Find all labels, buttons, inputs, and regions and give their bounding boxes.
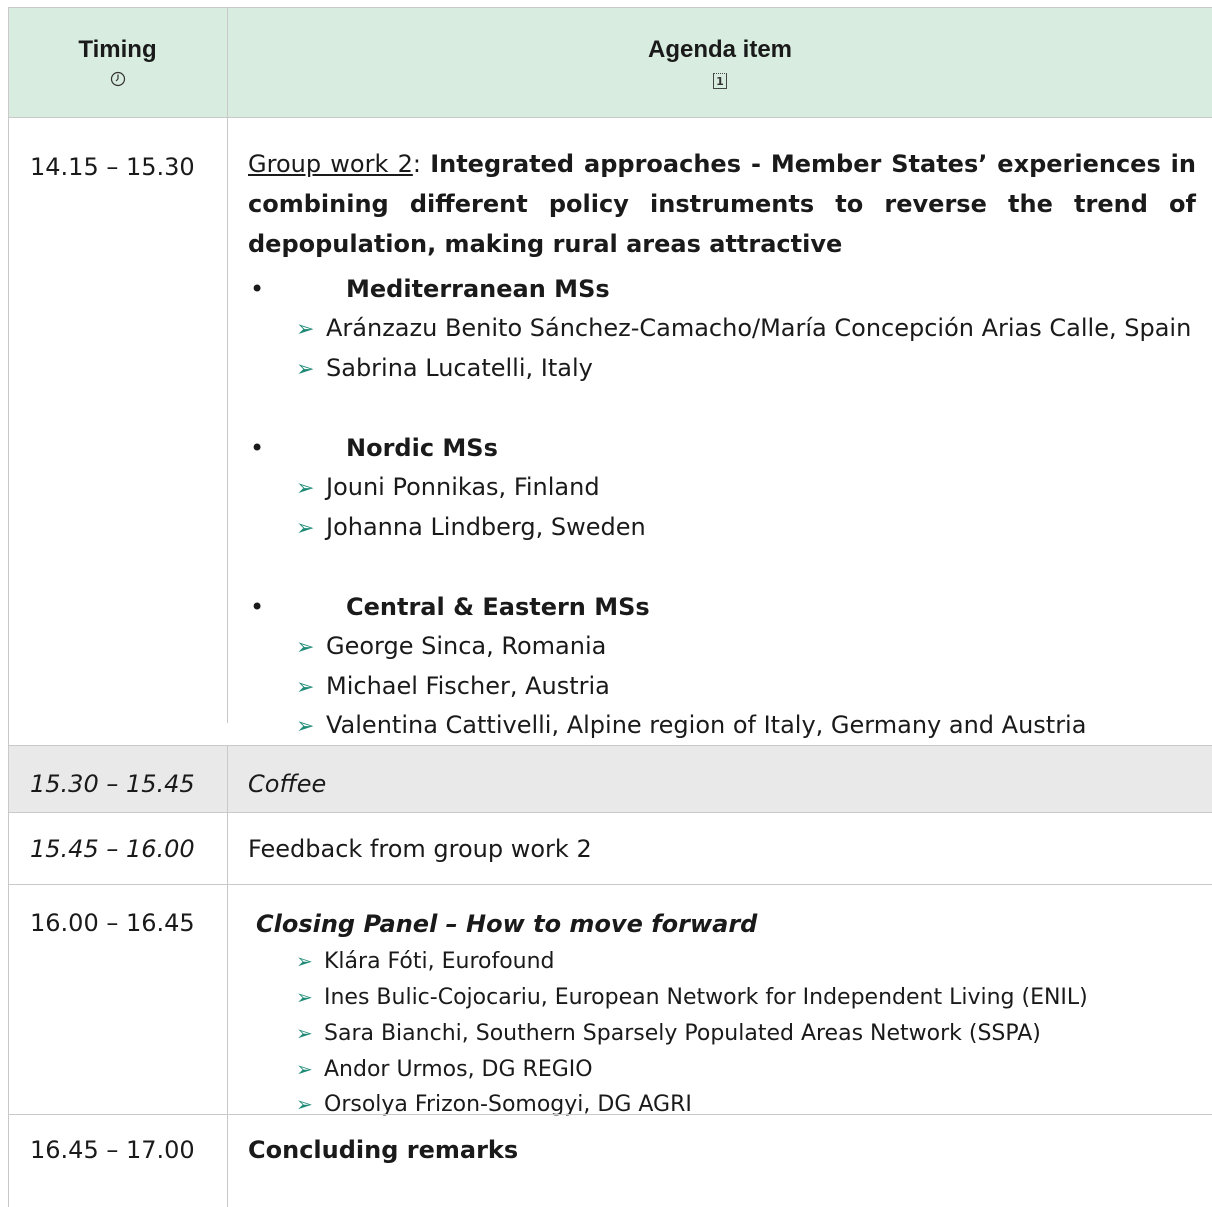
time-cell	[8, 1114, 228, 1207]
arrow-bullet-icon: ➢	[296, 1057, 313, 1081]
closing-panel-title: Closing Panel – How to move forward	[256, 910, 758, 938]
speaker-name: Valentina Cattivelli, Alpine region of Italy, Germany and Austria	[326, 711, 1087, 739]
time-slot: 14.15 – 15.30	[30, 153, 195, 181]
list-item	[296, 672, 610, 702]
timing-header-label: Timing	[78, 36, 157, 63]
arrow-bullet-icon: ➢	[296, 949, 313, 973]
arrow-bullet-icon: ➢	[296, 1092, 313, 1116]
item-cell	[228, 117, 1212, 739]
table-border	[8, 884, 1212, 885]
calendar-icon-day: 1	[713, 73, 727, 89]
item-cell	[228, 884, 1212, 1117]
speaker-name: Sara Bianchi, Southern Sparsely Populated Areas Network (SSPA)	[324, 1021, 1041, 1046]
table-header-row	[8, 7, 1212, 117]
list-item	[296, 711, 1086, 741]
agenda-header-cell	[228, 7, 1212, 117]
group-name: Central & Eastern MSs	[346, 593, 650, 621]
table-border	[8, 117, 1212, 118]
table-row	[8, 884, 1212, 1117]
time-cell	[8, 117, 228, 723]
time-cell	[8, 745, 228, 812]
table-border	[8, 812, 1212, 813]
list-item	[296, 1020, 1041, 1047]
timing-header-cell	[8, 7, 228, 117]
agenda-item-text: Coffee	[248, 770, 327, 798]
item-cell	[228, 1114, 1212, 1207]
table-row	[8, 117, 1212, 739]
speaker-name: Michael Fischer, Austria	[326, 672, 610, 700]
list-item	[296, 473, 600, 503]
speaker-name: Aránzazu Benito Sánchez-Camacho/María Concepción Arias Calle, Spain	[326, 314, 1192, 342]
title-separator: :	[412, 150, 421, 178]
group-name: Mediterranean MSs	[346, 275, 610, 303]
arrow-bullet-icon: ➢	[296, 635, 315, 660]
group-work-title-bold: Integrated approaches - Member States’ experiences in combining different policy instruments to reverse the trend of depopulation, making rural areas attractive	[248, 150, 1196, 258]
table-border	[8, 745, 1212, 746]
arrow-bullet-icon: ➢	[296, 985, 313, 1009]
speaker-name: Klára Fóti, Eurofound	[324, 949, 555, 974]
speaker-name: George Sinca, Romania	[326, 632, 607, 660]
arrow-bullet-icon: ➢	[296, 1021, 313, 1045]
speaker-name: Orsolya Frizon-Somogyi, DG AGRI	[324, 1092, 692, 1117]
table-border	[8, 7, 9, 1207]
agenda-item-text: Feedback from group work 2	[248, 835, 592, 863]
bullet-icon: •	[250, 275, 265, 303]
agenda-item-text: Concluding remarks	[248, 1136, 519, 1164]
list-item	[296, 314, 1191, 344]
group-heading	[250, 593, 650, 621]
arrow-bullet-icon: ➢	[296, 317, 315, 342]
group-work-title	[248, 144, 1196, 264]
list-item	[296, 632, 606, 662]
table-border	[8, 1114, 1212, 1115]
group-heading	[250, 434, 498, 462]
time-cell	[8, 812, 228, 884]
time-slot: 16.45 – 17.00	[30, 1136, 195, 1164]
time-slot: 15.45 – 16.00	[30, 835, 195, 863]
time-slot: 15.30 – 15.45	[30, 770, 195, 798]
list-item	[296, 513, 646, 543]
arrow-bullet-icon: ➢	[296, 357, 315, 382]
list-item	[296, 354, 593, 384]
time-cell	[8, 884, 228, 1114]
agenda-header-label: Agenda item	[647, 36, 793, 63]
list-item	[296, 948, 555, 975]
time-slot: 16.00 – 16.45	[30, 909, 195, 937]
table-border	[8, 7, 1212, 8]
table-row	[8, 812, 1212, 884]
speaker-name: Jouni Ponnikas, Finland	[326, 473, 600, 501]
item-cell	[228, 745, 1212, 812]
bullet-icon: •	[250, 434, 265, 462]
list-item	[296, 1056, 593, 1083]
clock-icon	[8, 71, 227, 91]
table-row	[8, 1114, 1212, 1207]
group-work-link[interactable]: Group work 2	[248, 150, 413, 178]
group-heading	[250, 275, 610, 303]
table-row-coffee	[8, 745, 1212, 812]
calendar-icon	[228, 71, 1212, 89]
arrow-bullet-icon: ➢	[296, 476, 315, 501]
list-item	[296, 984, 1088, 1011]
item-cell	[228, 812, 1212, 884]
speaker-name: Andor Urmos, DG REGIO	[324, 1057, 593, 1082]
speaker-name: Johanna Lindberg, Sweden	[326, 513, 646, 541]
arrow-bullet-icon: ➢	[296, 675, 315, 700]
bullet-icon: •	[250, 593, 265, 621]
speaker-name: Sabrina Lucatelli, Italy	[326, 354, 593, 382]
speaker-name: Ines Bulic-Cojocariu, European Network for Independent Living (ENIL)	[324, 985, 1088, 1010]
arrow-bullet-icon: ➢	[296, 714, 315, 739]
arrow-bullet-icon: ➢	[296, 516, 315, 541]
group-name: Nordic MSs	[346, 434, 498, 462]
